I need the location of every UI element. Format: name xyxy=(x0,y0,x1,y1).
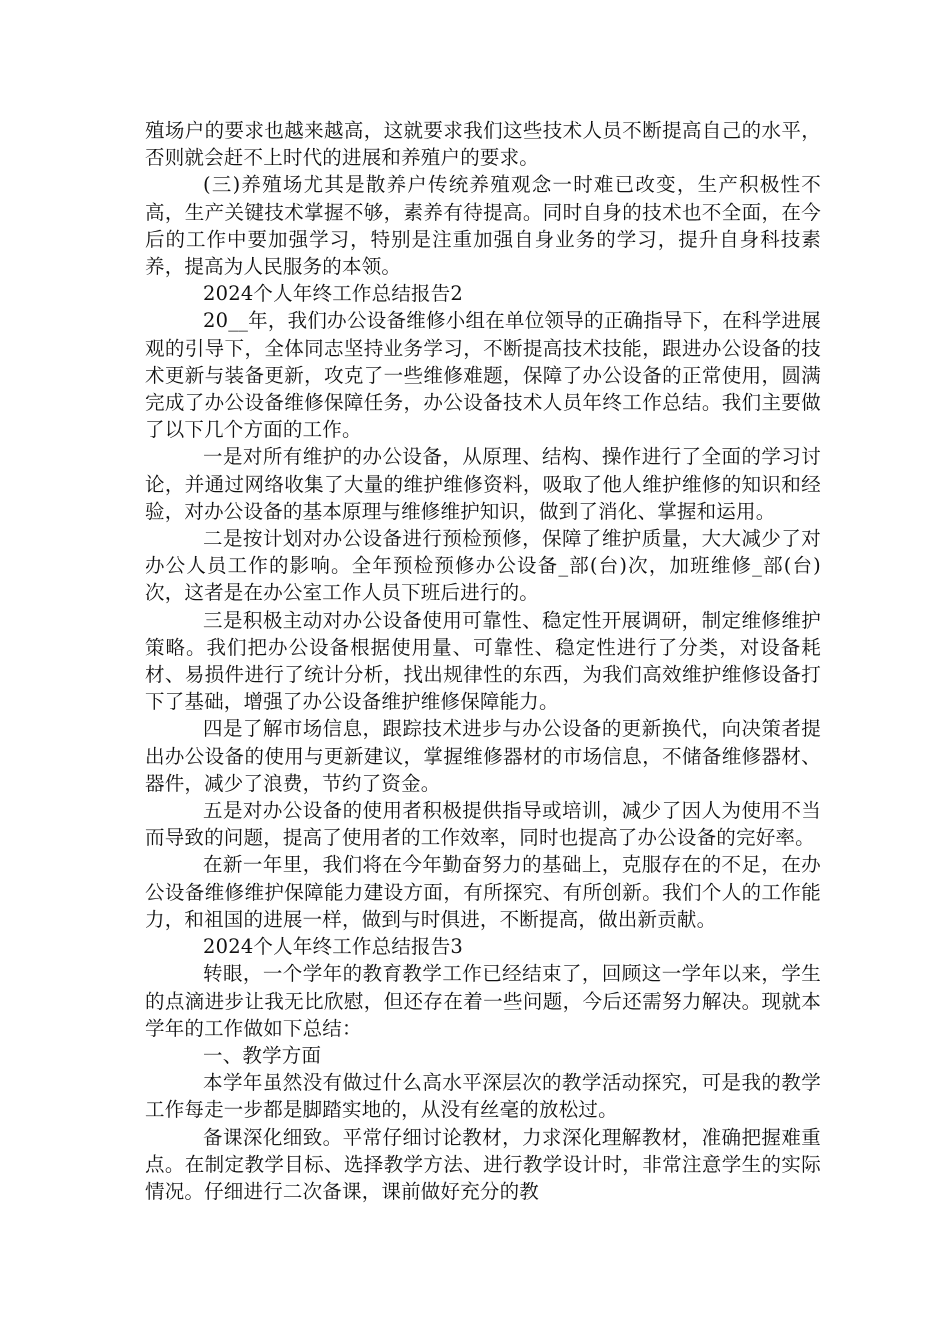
paragraph-7: 三是积极主动对办公设备使用可靠性、稳定性开展调研，制定维修维护策略。我们把办公设备根据使用量、可靠性、稳定性进行了分类，对设备耗材、易损件进行了统计分析，找出规律性的东西，为我们高效维护维修设备打下了基础，增强了办公设备维护维修保障能力。 xyxy=(145,608,821,714)
section-heading-report-2: 2024个人年终工作总结报告2 xyxy=(203,282,464,306)
paragraph-12: 转眼，一个学年的教育教学工作已经结束了，回顾这一学年以来，学生的点滴进步让我无比欣慰，但还存在着一些问题，今后还需努力解决。现就本学年的工作做如下总结： xyxy=(145,962,821,1040)
subheading-teaching: 一、教学方面 xyxy=(203,1043,322,1067)
paragraph-10: 在新一年里，我们将在今年勤奋努力的基础上，克服存在的不足，在办公设备维修维护保障能力建设方面，有所探究、有所创新。我们个人的工作能力，和祖国的进展一样，做到与时俱进，不断提高，做出新贡献。 xyxy=(145,853,821,931)
paragraph-9: 五是对办公设备的使用者积极提供指导或培训，减少了因人为使用不当而导致的问题，提高了使用者的工作效率，同时也提高了办公设备的完好率。 xyxy=(145,799,821,850)
document-page xyxy=(145,117,821,1205)
paragraph-2: (三)养殖场尤其是散养户传统养殖观念一时难已改变，生产积极性不高，生产关键技术掌握不够，素养有待提高。同时自身的技术也不全面，在今后的工作中要加强学习，特别是注重加强自身业务的学习，提升自身科技素养，提高为人民服务的本领。 xyxy=(145,173,821,279)
paragraph-15: 备课深化细致。平常仔细讨论教材，力求深化理解教材，准确把握难重点。在制定教学目标、选择教学方法、进行教学设计时，非常注意学生的实际情况。仔细进行二次备课，课前做好充分的教 xyxy=(145,1125,821,1203)
section-heading-report-3: 2024个人年终工作总结报告3 xyxy=(203,935,464,959)
paragraph-8: 四是了解市场信息，跟踪技术进步与办公设备的更新换代，向决策者提出办公设备的使用与更新建议，掌握维修器材的市场信息，不储备维修器材、器件，减少了浪费，节约了资金。 xyxy=(145,717,821,795)
paragraph-5: 一是对所有维护的办公设备，从原理、结构、操作进行了全面的学习讨论，并通过网络收集了大量的维护维修资料，吸取了他人维护维修的知识和经验，对办公设备的基本原理与维修维护知识，做到了消化、掌握和运用。 xyxy=(145,445,821,523)
paragraph-1: 殖场户的要求也越来越高，这就要求我们这些技术人员不断提高自己的水平，否则就会赶不上时代的进展和养殖户的要求。 xyxy=(145,119,821,170)
paragraph-6: 二是按计划对办公设备进行预检预修，保障了维护质量，大大减少了对办公人员工作的影响。全年预检预修办公设备_部(台)次，加班维修_部(台)次，这者是在办公室工作人员下班后进行的。 xyxy=(145,527,821,605)
paragraph-14: 本学年虽然没有做过什么高水平深层次的教学活动探究，可是我的教学工作每走一步都是脚踏实地的，从没有丝毫的放松过。 xyxy=(145,1071,821,1122)
paragraph-4: 20__年，我们办公设备维修小组在单位领导的正确指导下，在科学进展观的引导下，全体同志坚持业务学习，不断提高技术技能，跟进办公设备的技术更新与装备更新，攻克了一些维修难题，保障了办公设备的正常使用，圆满完成了办公设备维修保障任务，办公设备技术人员年终工作总结。我们主要做了以下几个方面的工作。 xyxy=(145,309,821,442)
